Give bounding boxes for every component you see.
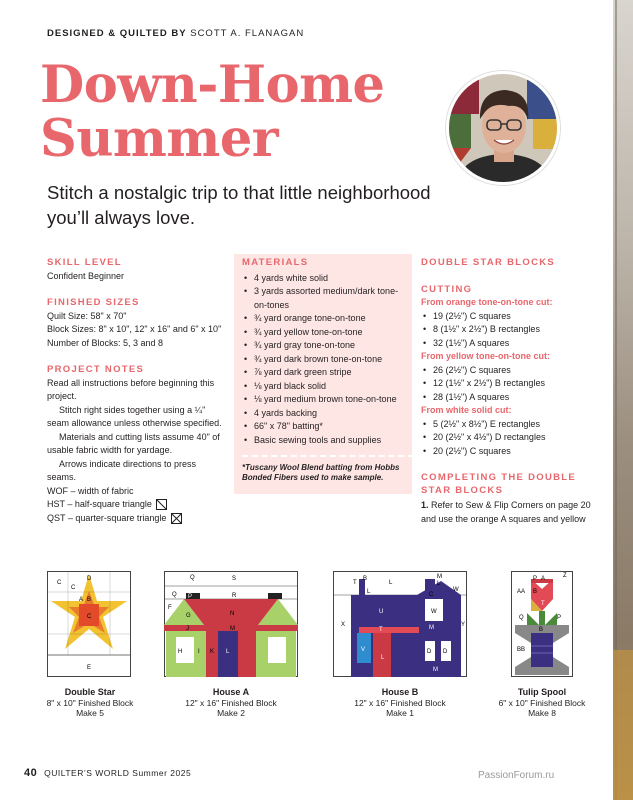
svg-text:L: L	[226, 649, 230, 655]
white-cut-heading: From white solid cut:	[421, 405, 512, 415]
notes-paragraph: Materials and cutting lists assume 40" of usable fabric width for yardage.	[47, 431, 220, 455]
byline-prefix: DESIGNED & QUILTED BY	[47, 28, 187, 39]
house-b-diagram	[333, 571, 467, 677]
block-name: Tulip Spool	[517, 687, 567, 697]
svg-text:Z: Z	[563, 573, 567, 579]
svg-text:R: R	[232, 593, 237, 599]
svg-text:Q: Q	[172, 592, 177, 598]
svg-text:X: X	[341, 622, 346, 628]
abbr-hst-text: HST – half-square triangle	[47, 499, 152, 509]
notes-paragraph: Stitch right sides together using a ¼" seam allowance unless otherwise specified.	[47, 404, 222, 428]
svg-text:N: N	[230, 611, 235, 617]
svg-text:Y: Y	[461, 622, 466, 628]
notes-paragraph: Arrows indicate directions to press seams.	[47, 458, 197, 482]
caption-house-b	[339, 687, 461, 719]
finished-line: Number of Blocks: 5, 3 and 8	[47, 337, 164, 348]
step-text: Refer to Sew & Flip Corners on page 20 and use the orange A squares and yellow	[421, 500, 591, 524]
materials-item: • ⅞ yard dark green stripe	[242, 366, 408, 380]
svg-text:V: V	[361, 647, 366, 653]
materials-item: • ¾ yard orange tone-on-tone	[242, 312, 408, 326]
hst-icon	[156, 499, 167, 510]
cut-item: • 28 (1½") A squares	[421, 391, 606, 405]
svg-text:L: L	[437, 581, 441, 587]
svg-text:J: J	[186, 626, 189, 632]
completing-heading: COMPLETING THE DOUBLE STAR BLOCKS	[421, 472, 577, 496]
cut-item: • 20 (2½" x 4½") D rectangles	[421, 431, 606, 445]
skill-heading: SKILL LEVEL	[47, 257, 122, 268]
svg-text:L: L	[381, 655, 385, 661]
svg-text:M: M	[429, 625, 434, 631]
title-line-1: Down-Home	[40, 55, 385, 115]
svg-text:B: B	[87, 597, 92, 603]
materials-item: • 3 yards assorted medium/dark tone-on-tones	[242, 285, 408, 312]
svg-text:C: C	[429, 592, 434, 598]
finished-line: Quilt Size: 58" x 70"	[47, 310, 127, 321]
materials-divider	[242, 455, 414, 457]
svg-text:P: P	[533, 576, 538, 582]
finished-heading: FINISHED SIZES	[47, 297, 140, 308]
svg-text:E: E	[87, 665, 92, 671]
double-star-diagram	[47, 571, 131, 677]
materials-item: • ¾ yard gray tone-on-tone	[242, 339, 408, 353]
yellow-cut-heading: From yellow tone-on-tone cut:	[421, 351, 550, 361]
step-number: 1.	[421, 500, 429, 510]
svg-text:C: C	[87, 614, 92, 620]
svg-text:W: W	[431, 609, 437, 615]
materials-list	[242, 272, 408, 448]
materials-note: *Tuscany Wool Blend batting from Hobbs Bonded Fibers used to make sample.	[242, 463, 400, 482]
skill-value: Confident Beginner	[47, 270, 125, 281]
svg-text:G: G	[186, 613, 191, 619]
orange-cut-list	[421, 310, 606, 351]
watermark: PassionForum.ru	[478, 770, 555, 781]
block-size: 8" x 10" Finished Block	[46, 697, 134, 708]
svg-text:Q: Q	[190, 575, 195, 581]
block-size: 12" x 16" Finished Block	[354, 697, 446, 708]
materials-item: • ¾ yard dark brown tone-on-tone	[242, 353, 408, 367]
cut-item: • 20 (2½") C squares	[421, 445, 606, 459]
svg-text:D: D	[443, 649, 448, 655]
portrait-image	[449, 74, 557, 182]
abbr-qst-text: QST – quarter-square triangle	[47, 512, 167, 523]
svg-text:C: C	[71, 585, 76, 591]
subtitle-line-1: Stitch a nostalgic trip to that little neighborhood	[47, 182, 431, 203]
abbr-wof: WOF – width of fabric	[47, 485, 134, 496]
finished-line: Block Sizes: 8" x 10", 12" x 16" and 6" x 10"	[47, 324, 222, 334]
svg-text:C: C	[57, 580, 62, 586]
cutting-heading: CUTTING	[421, 283, 473, 295]
white-cut-list	[421, 418, 606, 459]
article-title	[40, 55, 385, 169]
byline	[47, 28, 304, 39]
abbr-hst	[47, 498, 222, 512]
svg-text:B: B	[539, 627, 544, 633]
issue-label: Summer 2025	[132, 768, 192, 778]
svg-text:AA: AA	[517, 589, 526, 595]
edge-photo-strip	[613, 0, 633, 800]
materials-item: • 66" x 78" batting*	[242, 420, 408, 434]
yellow-cut-list	[421, 364, 606, 405]
svg-text:P: P	[557, 615, 562, 621]
block-make: Make 1	[386, 708, 414, 718]
cut-item: • 26 (2½") C squares	[421, 364, 606, 378]
svg-text:M: M	[433, 667, 438, 673]
cut-item: • 8 (1½" x 2½") B rectangles	[421, 323, 606, 337]
materials-item: • ⅛ yard medium brown tone-on-tone	[242, 393, 408, 407]
right-column	[421, 256, 606, 526]
materials-column	[242, 256, 408, 483]
svg-text:L: L	[367, 589, 371, 595]
svg-text:B: B	[363, 576, 368, 582]
block-name: House B	[381, 687, 419, 697]
house-a-diagram	[164, 571, 298, 677]
svg-text:I: I	[198, 649, 200, 655]
svg-text:BB: BB	[517, 647, 526, 653]
caption-tulip-spool	[486, 687, 598, 719]
svg-text:Q: Q	[519, 615, 524, 621]
cut-item: • 32 (1½") A squares	[421, 337, 606, 351]
cut-item: • 12 (1½" x 2½") B rectangles	[421, 377, 606, 391]
svg-text:M: M	[437, 574, 442, 580]
svg-text:P: P	[188, 594, 193, 600]
page-footer	[24, 767, 191, 779]
svg-text:L: L	[389, 580, 393, 586]
svg-text:T: T	[353, 580, 357, 586]
svg-text:S: S	[232, 576, 237, 582]
block-name: House A	[212, 687, 250, 697]
materials-item: • ⅛ yard black solid	[242, 380, 408, 394]
qst-icon	[171, 513, 182, 524]
svg-text:W: W	[453, 587, 459, 593]
svg-text:K: K	[210, 649, 215, 655]
cut-item: • 5 (2½" x 8½") E rectangles	[421, 418, 606, 432]
materials-item: • ¾ yard yellow tone-on-tone	[242, 326, 408, 340]
step-1	[421, 499, 606, 526]
caption-double-star	[34, 687, 146, 719]
materials-item: • 4 yards backing	[242, 407, 408, 421]
svg-text:B: B	[533, 589, 538, 595]
block-size: 12" x 16" Finished Block	[185, 697, 277, 708]
subtitle	[47, 180, 477, 230]
svg-text:M: M	[230, 626, 235, 632]
materials-heading: MATERIALS	[242, 257, 309, 268]
block-make: Make 8	[528, 708, 556, 718]
notes-paragraph: Read all instructions before beginning this project.	[47, 377, 215, 401]
svg-text:T: T	[541, 601, 545, 607]
byline-name: SCOTT A. FLANAGAN	[190, 28, 305, 39]
svg-text:F: F	[168, 605, 172, 611]
svg-text:U: U	[379, 609, 384, 615]
block-make: Make 2	[217, 708, 245, 718]
designer-portrait	[446, 71, 560, 185]
svg-text:A: A	[79, 597, 84, 603]
magazine-name: QUILTER’S WORLD	[44, 768, 130, 778]
materials-item: • Basic sewing tools and supplies	[242, 434, 408, 448]
subtitle-line-2: you’ll always love.	[47, 207, 196, 228]
svg-text:T: T	[379, 627, 383, 633]
edge-photo	[613, 0, 633, 800]
page-number: 40	[24, 767, 38, 779]
left-column	[47, 256, 222, 525]
orange-cut-heading: From orange tone-on-tone cut:	[421, 297, 553, 307]
cut-item: • 19 (2½") C squares	[421, 310, 606, 324]
svg-text:D: D	[427, 649, 432, 655]
svg-text:A: A	[541, 576, 546, 582]
double-star-heading: DOUBLE STAR BLOCKS	[421, 257, 556, 268]
notes-heading: PROJECT NOTES	[47, 364, 145, 375]
abbr-qst	[47, 512, 222, 526]
block-make: Make 5	[76, 708, 104, 718]
svg-text:D: D	[87, 576, 92, 582]
svg-text:H: H	[178, 649, 183, 655]
materials-item: • 4 yards white solid	[242, 272, 408, 286]
title-line-2: Summer	[40, 109, 279, 169]
tulip-spool-diagram	[511, 571, 573, 677]
block-size: 6" x 10" Finished Block	[498, 697, 586, 708]
block-name: Double Star	[64, 687, 116, 697]
caption-house-a	[170, 687, 292, 719]
